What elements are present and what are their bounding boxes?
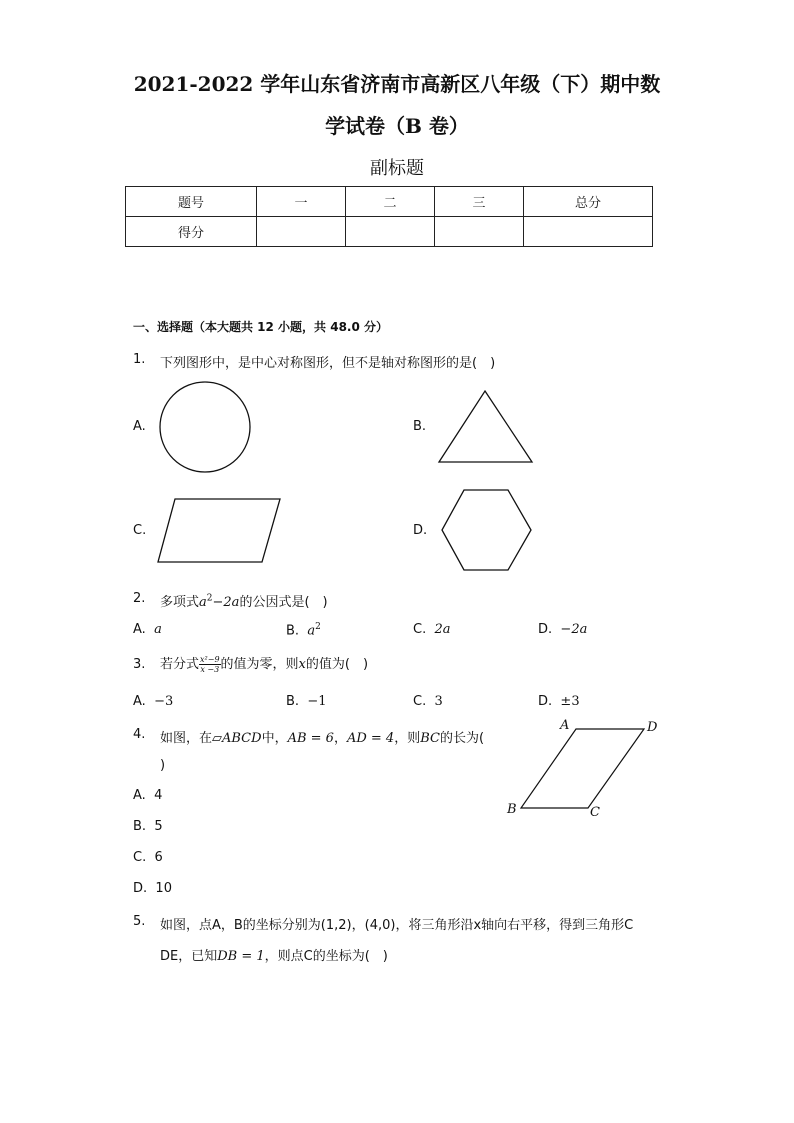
question-text: 如图，点A，B的坐标分别为(1,2)，(4,0)，将三角形沿x轴向右平移，得到三角形C (160, 918, 634, 933)
math-expr: AD = 4 (346, 731, 395, 746)
answer-option[interactable] (133, 694, 173, 709)
option-value: 6 (154, 850, 163, 865)
answer-option[interactable] (538, 694, 580, 709)
option-value: 2a (434, 622, 451, 637)
score-table (125, 186, 653, 247)
score-table-header-row (126, 187, 653, 217)
hexagon-figure (440, 488, 534, 574)
answer-option[interactable] (133, 881, 172, 896)
parallelogram-abcd-figure (518, 726, 648, 812)
question-text (160, 727, 484, 746)
exam-subtitle: 副标题 (370, 158, 424, 179)
question-text-part: 的公因式是( ) (239, 595, 328, 610)
answer-option[interactable] (133, 622, 162, 637)
option-label: B. (286, 623, 300, 639)
option-label: D. (538, 622, 553, 637)
math-expr: −2a (212, 595, 240, 610)
question-number: 3. (133, 657, 146, 672)
math-var: ABCD (222, 731, 262, 746)
parallelogram-abcd-shape (521, 729, 644, 808)
vertex-label-d: D (647, 720, 658, 735)
question-number: 1. (133, 352, 146, 367)
option-label: D. (538, 694, 553, 709)
option-value: 4 (154, 788, 163, 803)
option-value: 5 (154, 819, 163, 834)
answer-option[interactable] (538, 622, 587, 637)
score-cell[interactable] (435, 217, 524, 247)
question-text-part: DE，已知 (160, 949, 218, 964)
option-value: −3 (154, 694, 174, 709)
question-text-part: 中， (261, 731, 288, 746)
question-text-part: 的值为( ) (305, 657, 369, 672)
option-label: A. (133, 788, 146, 803)
vertex-label-a: A (560, 718, 570, 733)
answer-option[interactable] (133, 850, 163, 865)
option-label: A. (133, 419, 146, 434)
option-label: C. (413, 622, 427, 637)
question-text-part: 多项式 (160, 595, 200, 610)
question-text-part: 若分式 (160, 657, 200, 672)
option-value: −1 (307, 694, 327, 709)
score-header-cell: 总分 (524, 187, 653, 217)
question-text-continued: ) (160, 758, 166, 773)
math-expr: DB = 1 (217, 949, 265, 964)
answer-option[interactable] (413, 622, 451, 637)
option-label: C. (133, 523, 147, 538)
question-text-part: 的长为( (439, 731, 485, 746)
math-exponent: 2 (315, 622, 321, 632)
question-number: 5. (133, 914, 146, 929)
answer-option[interactable] (413, 694, 443, 709)
option-label: A. (133, 694, 146, 709)
score-cell[interactable] (524, 217, 653, 247)
triangle-shape (439, 391, 532, 462)
fraction (199, 655, 221, 674)
math-var: x (298, 657, 306, 672)
option-label: D. (413, 523, 428, 538)
math-expr: AB = 6 (287, 731, 334, 746)
question-number: 4. (133, 727, 146, 742)
triangle-figure (437, 388, 535, 466)
option-label: C. (413, 694, 427, 709)
score-header-cell: 题号 (126, 187, 257, 217)
answer-option[interactable] (133, 788, 162, 803)
question-text (160, 653, 368, 674)
score-cell[interactable] (257, 217, 346, 247)
parallelogram-shape (158, 499, 280, 562)
math-var: BC (420, 731, 440, 746)
answer-option[interactable] (286, 622, 321, 638)
fraction-denominator: x −3 (200, 665, 220, 674)
option-value: −2a (560, 622, 588, 637)
question-text-part: 如图，在▱ (160, 731, 222, 746)
question-text-part: ，则 (394, 731, 421, 746)
answer-option[interactable] (133, 819, 163, 834)
score-row-label: 得分 (126, 217, 257, 247)
circle-shape (160, 382, 250, 472)
option-label: A. (133, 622, 146, 637)
question-text (160, 591, 328, 610)
option-value: 10 (155, 881, 172, 896)
option-label: B. (286, 694, 300, 709)
question-text-part: ， (333, 731, 347, 746)
exam-title-line2: 学试卷（B 卷） (325, 114, 469, 138)
option-value: a (154, 622, 162, 637)
option-value: ±3 (560, 694, 580, 709)
exam-title-line1: 2021-2022 学年山东省济南市高新区八年级（下）期中数 (133, 72, 661, 96)
math-exponent: 2 (206, 593, 213, 604)
vertex-label-c: C (590, 805, 600, 820)
question-text-part: ，则点C的坐标为( ) (264, 949, 388, 964)
option-value: a (307, 623, 316, 639)
option-label: C. (133, 850, 147, 865)
score-cell[interactable] (346, 217, 435, 247)
score-table-score-row (126, 217, 653, 247)
section-heading: 一、选择题（本大题共 12 小题，共 48.0 分） (133, 320, 389, 334)
question-number: 2. (133, 591, 146, 606)
hexagon-shape (442, 490, 531, 570)
score-header-cell: 三 (435, 187, 524, 217)
parallelogram-figure (156, 496, 284, 566)
option-label: B. (413, 419, 427, 434)
answer-option[interactable] (286, 694, 327, 709)
fraction-numerator: x²−9 (200, 655, 220, 664)
score-header-cell: 一 (257, 187, 346, 217)
question-text: 下列图形中，是中心对称图形，但不是轴对称图形的是( ) (160, 356, 496, 371)
circle-figure (158, 381, 254, 475)
option-value: 3 (434, 694, 443, 709)
option-label: D. (133, 881, 148, 896)
vertex-label-b: B (507, 802, 517, 817)
math-var: a (199, 595, 207, 610)
score-header-cell: 二 (346, 187, 435, 217)
question-text-continued (160, 945, 388, 964)
option-label: B. (133, 819, 147, 834)
question-text-part: 的值为零，则 (220, 657, 299, 672)
